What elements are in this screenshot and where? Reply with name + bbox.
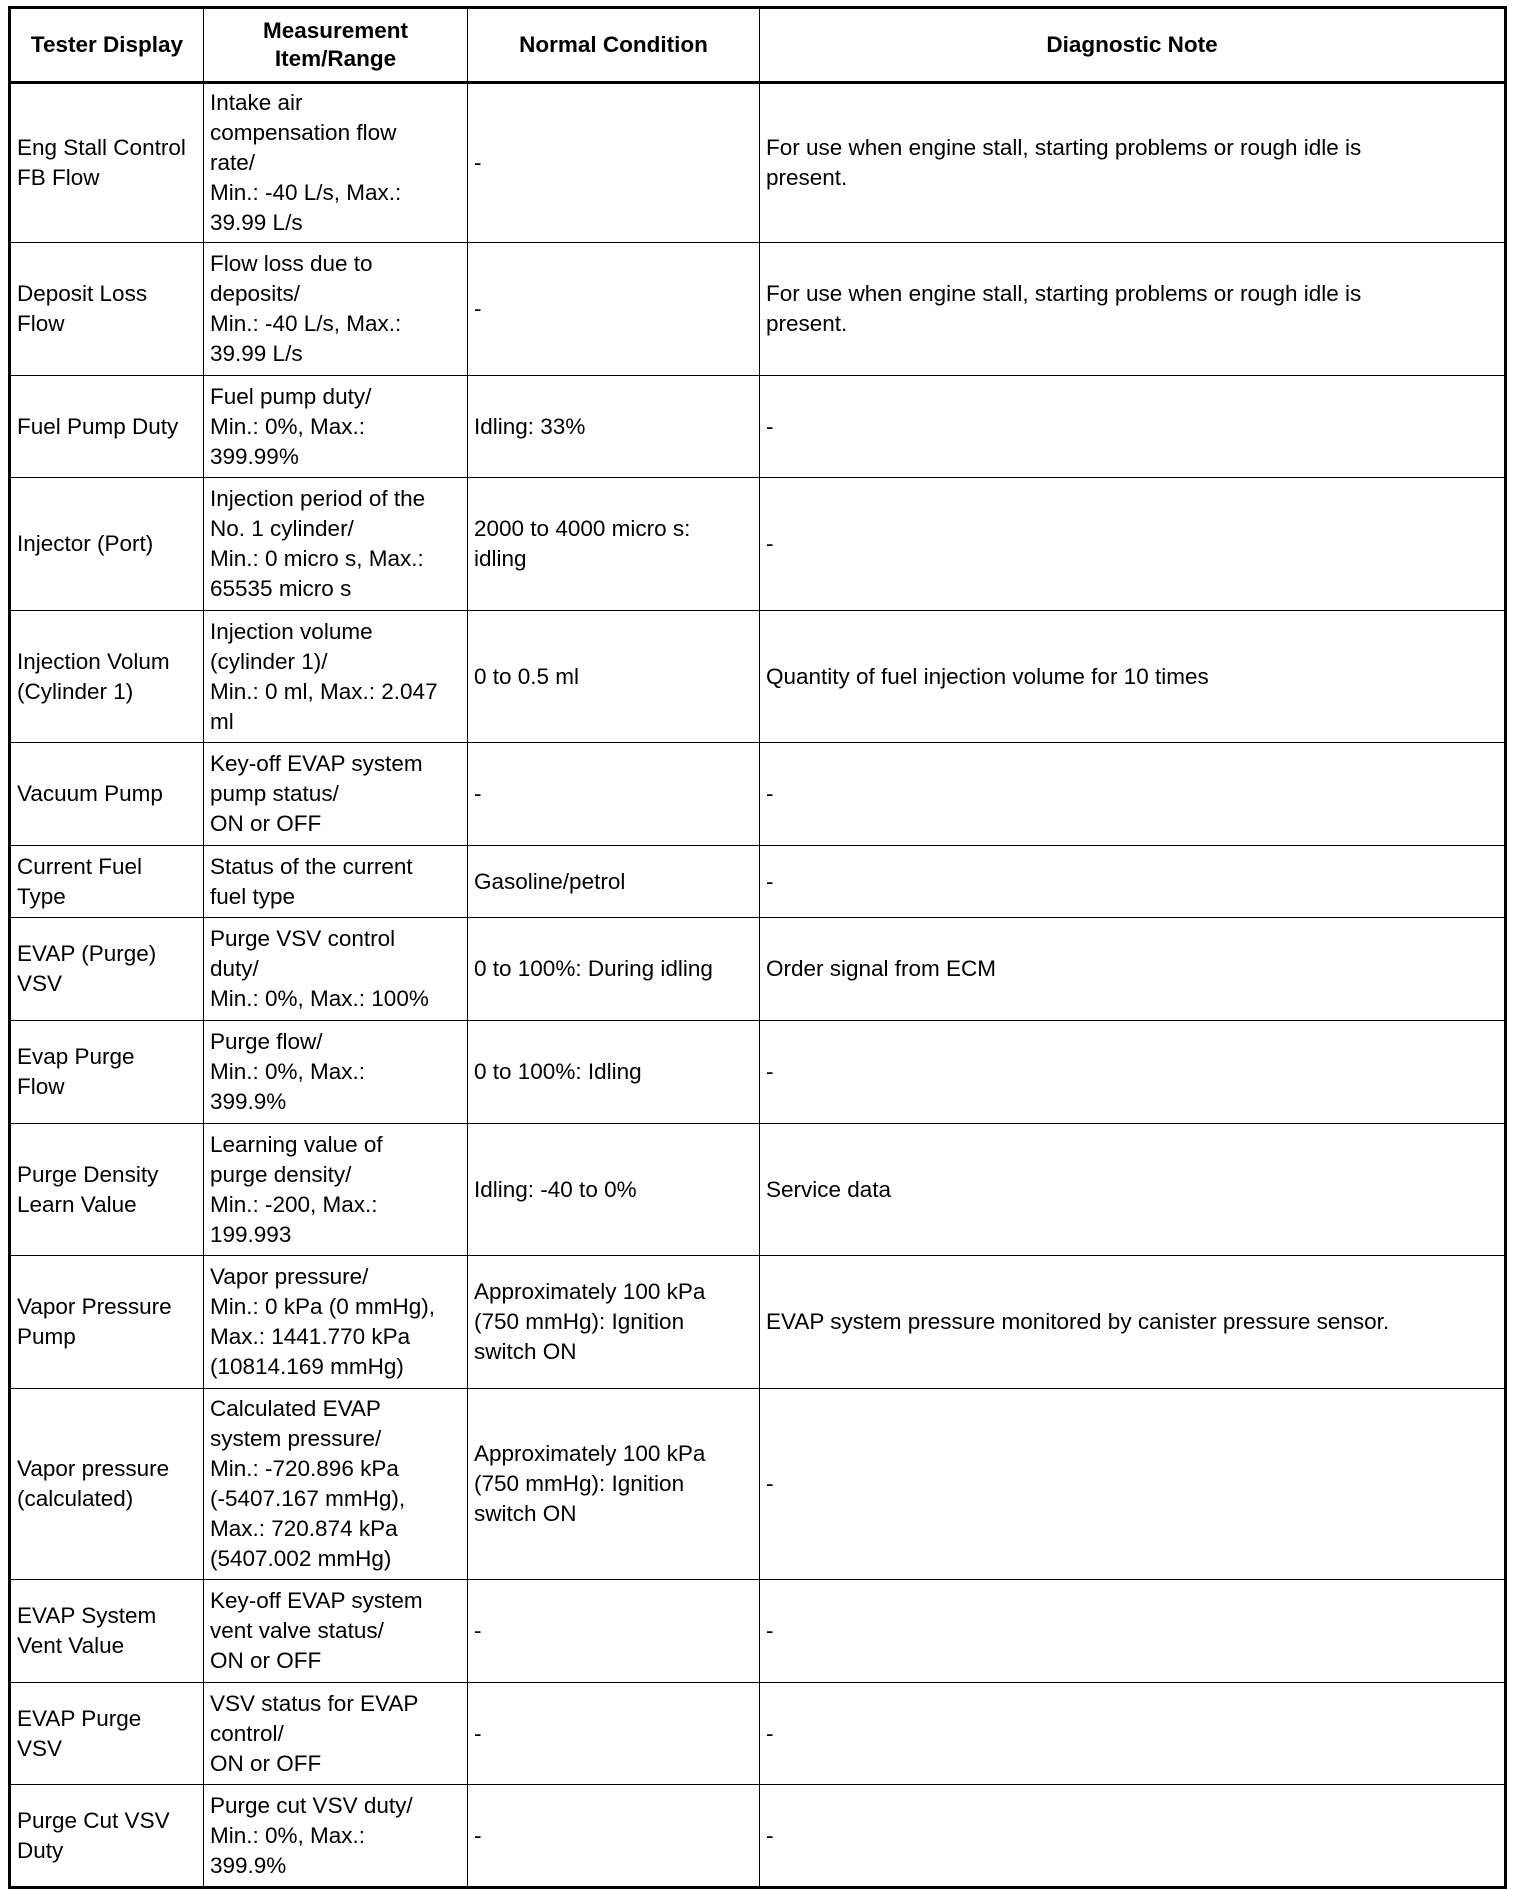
cell-diagnostic-note: EVAP system pressure monitored by canister pressure sensor. [760,1256,1506,1389]
cell-tester-display: EVAP System Vent Value [10,1580,204,1683]
cell-measurement: Status of the current fuel type [204,846,468,918]
data-list-table [8,6,1507,1889]
cell-tester-display: EVAP Purge VSV [10,1683,204,1785]
table-row [10,1785,1506,1888]
cell-normal-condition: - [468,1683,760,1785]
table-row [10,846,1506,918]
table-row [10,243,1506,376]
cell-measurement: Key-off EVAP system pump status/ ON or OFF [204,743,468,846]
table-row [10,83,1506,243]
table-row [10,1256,1506,1389]
cell-tester-display: Evap Purge Flow [10,1021,204,1124]
cell-measurement: Vapor pressure/ Min.: 0 kPa (0 mmHg), Max.: 1441.770 kPa (10814.169 mmHg) [204,1256,468,1389]
cell-diagnostic-note: - [760,1785,1506,1888]
table-row [10,611,1506,743]
cell-tester-display: Injector (Port) [10,478,204,611]
table-row [10,918,1506,1021]
header-measurement: Measurement Item/Range [204,8,468,83]
table-row [10,376,1506,478]
cell-normal-condition: - [468,83,760,243]
cell-measurement: Learning value of purge density/ Min.: -200, Max.: 199.993 [204,1124,468,1256]
cell-measurement: Purge flow/ Min.: 0%, Max.: 399.9% [204,1021,468,1124]
table-row [10,743,1506,846]
cell-tester-display: EVAP (Purge) VSV [10,918,204,1021]
cell-diagnostic-note: - [760,1580,1506,1683]
cell-normal-condition: - [468,743,760,846]
cell-tester-display: Vapor Pressure Pump [10,1256,204,1389]
table-header-row [10,8,1506,83]
cell-measurement: Intake air compensation flow rate/ Min.: -40 L/s, Max.: 39.99 L/s [204,83,468,243]
header-normal-condition: Normal Condition [468,8,760,83]
cell-normal-condition: - [468,243,760,376]
cell-normal-condition: 0 to 100%: During idling [468,918,760,1021]
cell-normal-condition: Approximately 100 kPa (750 mmHg): Ignition switch ON [468,1256,760,1389]
table-row [10,478,1506,611]
cell-tester-display: Deposit Loss Flow [10,243,204,376]
cell-tester-display: Vapor pressure (calculated) [10,1389,204,1580]
data-list-sheet [8,6,1504,1889]
cell-diagnostic-note: Order signal from ECM [760,918,1506,1021]
cell-diagnostic-note: - [760,743,1506,846]
cell-measurement: Injection volume (cylinder 1)/ Min.: 0 ml, Max.: 2.047 ml [204,611,468,743]
cell-diagnostic-note: For use when engine stall, starting problems or rough idle is present. [760,243,1506,376]
cell-measurement: Injection period of the No. 1 cylinder/ Min.: 0 micro s, Max.: 65535 micro s [204,478,468,611]
table-row [10,1580,1506,1683]
table-row [10,1021,1506,1124]
cell-diagnostic-note: - [760,846,1506,918]
cell-diagnostic-note: For use when engine stall, starting problems or rough idle is present. [760,83,1506,243]
cell-measurement: VSV status for EVAP control/ ON or OFF [204,1683,468,1785]
table-row [10,1683,1506,1785]
cell-normal-condition: Idling: -40 to 0% [468,1124,760,1256]
cell-normal-condition: Approximately 100 kPa (750 mmHg): Ignition switch ON [468,1389,760,1580]
cell-measurement: Key-off EVAP system vent valve status/ ON or OFF [204,1580,468,1683]
header-tester-display: Tester Display [10,8,204,83]
cell-normal-condition: - [468,1580,760,1683]
header-diagnostic-note: Diagnostic Note [760,8,1506,83]
cell-normal-condition: 0 to 0.5 ml [468,611,760,743]
cell-diagnostic-note: Service data [760,1124,1506,1256]
cell-normal-condition: Gasoline/petrol [468,846,760,918]
cell-diagnostic-note: Quantity of fuel injection volume for 10 times [760,611,1506,743]
cell-tester-display: Purge Density Learn Value [10,1124,204,1256]
cell-normal-condition: - [468,1785,760,1888]
cell-normal-condition: 2000 to 4000 micro s: idling [468,478,760,611]
cell-measurement: Purge VSV control duty/ Min.: 0%, Max.: 100% [204,918,468,1021]
cell-diagnostic-note: - [760,478,1506,611]
cell-measurement: Purge cut VSV duty/ Min.: 0%, Max.: 399.9% [204,1785,468,1888]
cell-diagnostic-note: - [760,1021,1506,1124]
cell-measurement: Fuel pump duty/ Min.: 0%, Max.: 399.99% [204,376,468,478]
table-row [10,1389,1506,1580]
cell-tester-display: Vacuum Pump [10,743,204,846]
cell-normal-condition: Idling: 33% [468,376,760,478]
cell-tester-display: Injection Volum (Cylinder 1) [10,611,204,743]
cell-measurement: Flow loss due to deposits/ Min.: -40 L/s, Max.: 39.99 L/s [204,243,468,376]
cell-tester-display: Eng Stall Control FB Flow [10,83,204,243]
cell-measurement: Calculated EVAP system pressure/ Min.: -720.896 kPa (-5407.167 mmHg), Max.: 720.874 kPa (5407.002 mmHg) [204,1389,468,1580]
table-row [10,1124,1506,1256]
cell-diagnostic-note: - [760,1389,1506,1580]
cell-tester-display: Current Fuel Type [10,846,204,918]
cell-tester-display: Purge Cut VSV Duty [10,1785,204,1888]
cell-normal-condition: 0 to 100%: Idling [468,1021,760,1124]
cell-diagnostic-note: - [760,376,1506,478]
cell-tester-display: Fuel Pump Duty [10,376,204,478]
cell-diagnostic-note: - [760,1683,1506,1785]
